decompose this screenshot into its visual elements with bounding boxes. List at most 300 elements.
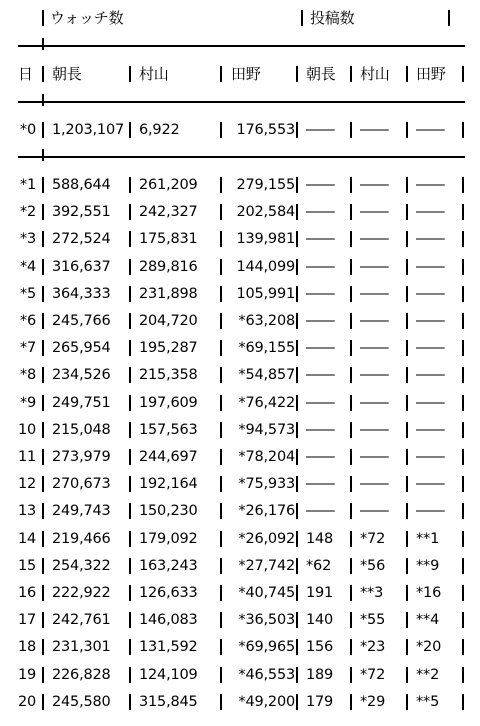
table-cell: 588,644	[52, 177, 111, 193]
col-header-tano-post: 田野	[416, 65, 446, 83]
row-divider	[18, 156, 465, 158]
column-separator	[220, 395, 222, 411]
header-rule	[18, 45, 465, 47]
table-cell: 219,466	[52, 530, 111, 547]
column-separator	[406, 694, 408, 710]
table-cell: 195,287	[139, 340, 198, 357]
table-cell: *26,176	[238, 503, 295, 520]
column-separator	[296, 667, 298, 683]
table-cell: ――	[306, 231, 335, 248]
column-separator	[462, 531, 464, 547]
column-separator	[220, 667, 222, 683]
table-cell: *72	[360, 666, 386, 683]
table-cell: ――	[306, 313, 335, 329]
col-header-murayama-post: 村山	[360, 65, 390, 83]
column-separator	[406, 340, 408, 356]
table-cell: ――	[416, 313, 445, 329]
table-cell: ――	[360, 340, 389, 357]
table-cell: 249,751	[52, 394, 111, 411]
column-separator	[42, 585, 44, 601]
column-separator	[42, 667, 44, 683]
column-separator	[350, 259, 352, 275]
row-day: 20	[17, 693, 36, 710]
column-separator	[42, 422, 44, 438]
column-separator	[296, 367, 298, 383]
table-cell: ――	[306, 204, 335, 221]
table-cell: *76,422	[238, 394, 295, 411]
column-separator	[129, 639, 131, 655]
table-cell: *78,204	[238, 449, 295, 465]
column-separator	[220, 259, 222, 275]
table-cell: *72	[360, 530, 386, 547]
table-cell: ――	[360, 449, 389, 465]
table-cell: **5	[416, 693, 440, 710]
table-cell: *62	[306, 557, 332, 574]
column-separator	[220, 476, 222, 492]
table-cell: 231,898	[139, 285, 198, 302]
table-cell: ――	[306, 177, 335, 193]
table-cell: ――	[306, 503, 335, 520]
column-separator	[462, 449, 464, 465]
col-header-asanaga-post: 朝長	[306, 65, 336, 83]
column-separator	[129, 231, 131, 247]
column-separator	[42, 367, 44, 383]
table-cell: ――	[360, 231, 389, 248]
column-separator	[462, 639, 464, 655]
table-cell: ――	[306, 285, 335, 302]
table-cell: 175,831	[139, 231, 198, 248]
column-separator	[406, 612, 408, 628]
table-cell: ――	[416, 258, 445, 275]
column-separator	[129, 313, 131, 329]
day-header: 日	[18, 65, 33, 83]
column-separator	[406, 422, 408, 438]
column-separator	[220, 231, 222, 247]
column-separator	[296, 612, 298, 628]
column-separator	[42, 66, 44, 82]
table-cell: ――	[306, 476, 335, 493]
column-separator	[296, 122, 298, 138]
table-cell: 226,828	[52, 666, 111, 683]
table-cell: *26,092	[238, 530, 295, 547]
column-separator	[462, 177, 464, 193]
column-separator	[220, 503, 222, 519]
table-cell: 202,584	[236, 204, 295, 221]
column-separator	[129, 476, 131, 492]
column-separator	[129, 66, 131, 82]
table-cell: 279,155	[236, 177, 295, 193]
row-day: *5	[19, 285, 36, 302]
table-cell: ――	[306, 367, 335, 384]
column-separator	[406, 231, 408, 247]
table-cell: 316,637	[52, 258, 111, 275]
column-separator	[406, 558, 408, 574]
column-separator	[296, 259, 298, 275]
column-separator	[406, 585, 408, 601]
column-separator	[296, 449, 298, 465]
column-separator	[350, 694, 352, 710]
row-day: 19	[17, 666, 36, 683]
table-cell: 222,922	[52, 585, 111, 601]
table-cell: ――	[416, 476, 445, 493]
table-cell: ――	[360, 421, 389, 438]
column-separator	[296, 177, 298, 193]
column-separator	[129, 422, 131, 438]
column-separator	[42, 639, 44, 655]
column-separator	[220, 585, 222, 601]
table-cell: 146,083	[139, 612, 198, 629]
table-cell: 192,164	[139, 476, 198, 493]
table-cell: ――	[416, 285, 445, 302]
table-cell: ――	[416, 177, 445, 193]
table-cell: 126,633	[139, 585, 198, 601]
table-cell: *29	[360, 693, 386, 710]
column-separator	[462, 476, 464, 492]
table-cell: *20	[416, 639, 442, 656]
column-separator	[42, 476, 44, 492]
table-cell: 245,580	[52, 693, 111, 710]
column-separator	[406, 667, 408, 683]
table-cell: ――	[416, 340, 445, 357]
table-cell: 249,743	[52, 503, 111, 520]
table-cell: 242,761	[52, 612, 111, 629]
table-cell: ――	[360, 122, 389, 138]
watch-count-header: ウォッチ数	[50, 9, 124, 27]
column-separator	[220, 531, 222, 547]
column-separator	[42, 10, 44, 26]
table-cell: 204,720	[139, 313, 198, 329]
table-cell: ――	[306, 258, 335, 275]
table-cell: 176,553	[236, 122, 295, 138]
table-cell: **1	[416, 530, 440, 547]
column-separator	[350, 476, 352, 492]
column-separator	[42, 395, 44, 411]
table-cell: *27,742	[238, 557, 295, 574]
column-separator	[462, 694, 464, 710]
table-cell: 191	[306, 585, 334, 601]
column-separator	[220, 340, 222, 356]
column-separator	[42, 286, 44, 302]
column-separator	[296, 585, 298, 601]
column-separator	[350, 612, 352, 628]
column-separator	[350, 585, 352, 601]
table-cell: ――	[360, 503, 389, 520]
row-day: 14	[17, 530, 36, 547]
column-separator	[296, 422, 298, 438]
column-separator	[350, 340, 352, 356]
column-separator	[296, 395, 298, 411]
table-cell: 392,551	[52, 204, 111, 221]
table-cell: 242,327	[139, 204, 198, 221]
column-separator	[220, 313, 222, 329]
table-cell: ――	[416, 394, 445, 411]
column-separator	[129, 395, 131, 411]
column-separator	[462, 340, 464, 356]
table-cell: 148	[306, 530, 334, 547]
column-separator	[350, 122, 352, 138]
row-day: *7	[19, 340, 36, 357]
column-separator	[220, 66, 222, 82]
column-separator	[42, 177, 44, 193]
column-separator	[296, 531, 298, 547]
post-count-header: 投稿数	[310, 9, 355, 27]
column-separator	[406, 639, 408, 655]
row-day: *1	[19, 177, 36, 193]
table-cell: *23	[360, 639, 386, 656]
column-separator	[350, 66, 352, 82]
table-cell: ――	[306, 449, 335, 465]
column-separator	[406, 313, 408, 329]
column-separator	[42, 612, 44, 628]
row-day: 16	[17, 585, 36, 601]
column-separator	[220, 122, 222, 138]
column-separator	[129, 667, 131, 683]
col-header-murayama-watch: 村山	[139, 65, 169, 83]
column-separator	[350, 367, 352, 383]
column-separator	[129, 259, 131, 275]
row-day: 13	[17, 503, 36, 520]
table-cell: **3	[360, 585, 384, 601]
table-cell: 265,954	[52, 340, 111, 357]
table-cell: ――	[416, 122, 445, 138]
column-separator	[129, 531, 131, 547]
row-day: 18	[17, 639, 36, 656]
column-separator	[296, 204, 298, 220]
column-separator	[350, 449, 352, 465]
table-cell: ――	[306, 394, 335, 411]
column-separator	[350, 667, 352, 683]
table-cell: 6,922	[139, 122, 180, 138]
column-separator	[129, 694, 131, 710]
column-separator	[462, 503, 464, 519]
table-cell: *16	[416, 585, 442, 601]
table-cell: 105,991	[236, 285, 295, 302]
row-day: *2	[19, 204, 36, 221]
table-cell: 364,333	[52, 285, 111, 302]
table-cell: 289,816	[139, 258, 198, 275]
table-cell: 156	[306, 639, 334, 656]
column-separator	[462, 585, 464, 601]
table-cell: 1,203,107	[52, 122, 124, 138]
column-separator	[406, 286, 408, 302]
column-separator	[462, 422, 464, 438]
column-separator	[296, 476, 298, 492]
rule-tick	[42, 94, 44, 106]
table-cell: 150,230	[139, 503, 198, 520]
column-separator	[220, 639, 222, 655]
column-separator	[462, 558, 464, 574]
table-cell: ――	[360, 476, 389, 493]
column-separator	[462, 286, 464, 302]
table-cell: 144,099	[236, 258, 295, 275]
table-cell: ――	[360, 177, 389, 193]
table-cell: *69,965	[238, 639, 295, 656]
table-cell: 234,526	[52, 367, 111, 384]
col-header-asanaga-watch: 朝長	[52, 65, 82, 83]
column-separator	[350, 313, 352, 329]
table-cell: 163,243	[139, 557, 198, 574]
table-cell: *55	[360, 612, 386, 629]
column-separator	[129, 177, 131, 193]
column-separator	[462, 667, 464, 683]
column-separator	[406, 476, 408, 492]
row-day: *4	[19, 258, 36, 275]
row-day: 12	[17, 476, 36, 493]
column-separator	[406, 531, 408, 547]
column-separator	[462, 259, 464, 275]
column-separator	[42, 449, 44, 465]
column-separator	[42, 231, 44, 247]
row-day: *8	[19, 367, 36, 384]
column-separator	[296, 340, 298, 356]
column-separator	[350, 231, 352, 247]
table-cell: 124,109	[139, 666, 198, 683]
column-separator	[42, 122, 44, 138]
column-separator	[42, 531, 44, 547]
column-separator	[406, 395, 408, 411]
table-cell: 231,301	[52, 639, 111, 656]
column-separator	[406, 449, 408, 465]
column-separator	[220, 694, 222, 710]
table-cell: ――	[416, 503, 445, 520]
table-cell: **2	[416, 666, 440, 683]
column-separator	[462, 122, 464, 138]
table-cell: *69,155	[238, 340, 295, 357]
table-cell: ――	[416, 449, 445, 465]
column-separator	[220, 204, 222, 220]
column-separator	[129, 503, 131, 519]
table-cell: 272,524	[52, 231, 111, 248]
column-separator	[42, 259, 44, 275]
column-separator	[129, 286, 131, 302]
row-day: 10	[17, 421, 36, 438]
column-separator	[220, 177, 222, 193]
column-separator	[462, 204, 464, 220]
table-cell: 244,697	[139, 449, 198, 465]
column-separator	[129, 558, 131, 574]
table-cell: ――	[360, 394, 389, 411]
column-separator	[220, 367, 222, 383]
column-separator	[42, 503, 44, 519]
table-cell: *56	[360, 557, 386, 574]
column-separator	[220, 286, 222, 302]
column-separator	[129, 449, 131, 465]
column-separator	[350, 639, 352, 655]
column-separator	[406, 177, 408, 193]
row-day: 17	[17, 612, 36, 629]
column-separator	[296, 558, 298, 574]
table-cell: ――	[360, 367, 389, 384]
column-separator	[462, 367, 464, 383]
column-separator	[296, 694, 298, 710]
table-cell: 215,048	[52, 421, 111, 438]
column-separator	[406, 503, 408, 519]
column-separator	[129, 612, 131, 628]
column-separator	[220, 558, 222, 574]
table-cell: *75,933	[238, 476, 295, 493]
table-cell: 157,563	[139, 421, 198, 438]
column-separator	[406, 204, 408, 220]
column-separator	[406, 66, 408, 82]
column-separator	[350, 395, 352, 411]
column-separator	[462, 395, 464, 411]
row-day: *3	[19, 231, 36, 248]
rule-tick	[42, 38, 44, 50]
table-cell: 179,092	[139, 530, 198, 547]
table-cell: *40,745	[238, 585, 295, 601]
column-separator	[350, 531, 352, 547]
table-cell: ――	[360, 285, 389, 302]
column-separator	[129, 340, 131, 356]
table-cell: *46,553	[238, 666, 295, 683]
table-cell: 189	[306, 666, 334, 683]
column-separator	[42, 204, 44, 220]
table-cell: ――	[416, 367, 445, 384]
row-day: *6	[19, 313, 36, 329]
column-separator	[42, 340, 44, 356]
table-cell: 270,673	[52, 476, 111, 493]
column-separator	[301, 10, 303, 26]
table-cell: 215,358	[139, 367, 198, 384]
table-cell: *54,857	[238, 367, 295, 384]
row-day: 15	[17, 557, 36, 574]
table-cell: 261,209	[139, 177, 198, 193]
table-cell: *36,503	[238, 612, 295, 629]
column-separator	[350, 177, 352, 193]
column-separator	[406, 259, 408, 275]
table-cell: ――	[306, 340, 335, 357]
table-cell: ――	[306, 122, 335, 138]
column-separator	[462, 313, 464, 329]
table-cell: ――	[416, 421, 445, 438]
column-separator	[350, 503, 352, 519]
column-separator	[462, 231, 464, 247]
header-rule	[18, 101, 465, 103]
column-separator	[42, 694, 44, 710]
column-separator	[296, 313, 298, 329]
column-separator	[406, 367, 408, 383]
table-cell: *94,573	[238, 421, 295, 438]
column-separator	[296, 231, 298, 247]
table-cell: 131,592	[139, 639, 198, 656]
column-separator	[296, 286, 298, 302]
col-header-tano-watch: 田野	[231, 65, 261, 83]
column-separator	[350, 286, 352, 302]
table-cell: 273,979	[52, 449, 111, 465]
column-separator	[129, 122, 131, 138]
column-separator	[220, 422, 222, 438]
table-cell: *63,208	[238, 313, 295, 329]
column-separator	[350, 422, 352, 438]
table-cell: 254,322	[52, 557, 111, 574]
table-cell: 139,981	[236, 231, 295, 248]
column-separator	[42, 558, 44, 574]
column-separator	[129, 367, 131, 383]
table-cell: **9	[416, 557, 440, 574]
table-cell: ――	[360, 204, 389, 221]
column-separator	[129, 585, 131, 601]
table-cell: **4	[416, 612, 440, 629]
column-separator	[220, 449, 222, 465]
table-cell: 315,845	[139, 693, 198, 710]
table-cell: 197,609	[139, 394, 198, 411]
row-day: *0	[19, 122, 36, 138]
column-separator	[350, 558, 352, 574]
row-day: 11	[17, 449, 36, 465]
column-separator	[350, 204, 352, 220]
table-cell: *49,200	[238, 693, 295, 710]
table-cell: 179	[306, 693, 334, 710]
